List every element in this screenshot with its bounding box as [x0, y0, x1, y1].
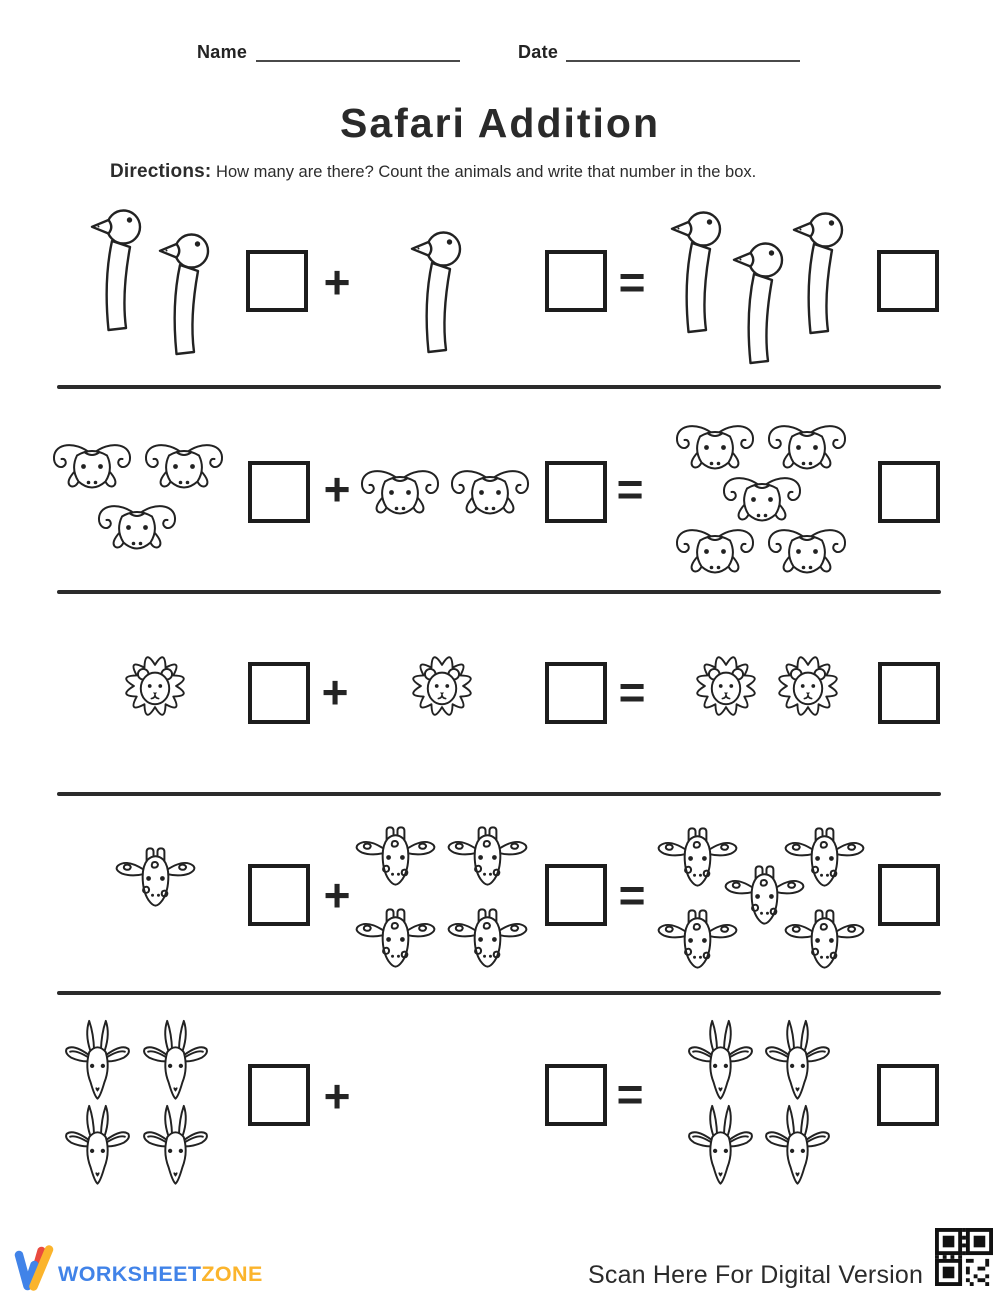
giraffe-icon [445, 820, 530, 891]
equals-sign: = [616, 1068, 644, 1120]
directions-text: How many are there? Count the animals and write that number in the box. [211, 163, 757, 181]
gazelle-icon [62, 1103, 133, 1189]
answer-box[interactable] [878, 461, 940, 523]
ostrich-icon [90, 208, 142, 334]
answer-box[interactable] [545, 1064, 607, 1126]
row-divider [57, 792, 941, 796]
answer-box[interactable] [545, 662, 607, 724]
answer-box[interactable] [877, 250, 939, 312]
answer-box[interactable] [248, 864, 310, 926]
buffalo-icon [720, 473, 804, 527]
answer-box[interactable] [878, 864, 940, 926]
answer-box[interactable] [248, 461, 310, 523]
equals-sign: = [618, 666, 646, 718]
row-divider [57, 590, 941, 594]
ostrich-icon [158, 232, 210, 358]
ostrich-icon [410, 230, 462, 356]
gazelle-icon [140, 1103, 211, 1189]
plus-sign: + [323, 256, 351, 308]
gazelle-icon [140, 1018, 211, 1104]
plus-sign: + [323, 463, 351, 515]
answer-box[interactable] [545, 250, 607, 312]
giraffe-icon [445, 902, 530, 973]
directions [110, 161, 756, 183]
gazelle-icon [62, 1018, 133, 1104]
buffalo-icon [142, 440, 226, 494]
gazelle-icon [762, 1103, 833, 1189]
equals-sign: = [618, 869, 646, 921]
buffalo-icon [673, 525, 757, 579]
giraffe-icon [113, 841, 198, 912]
name-input-line[interactable] [256, 60, 460, 62]
buffalo-icon [765, 525, 849, 579]
directions-label: Directions: [110, 161, 212, 182]
row-divider [57, 385, 941, 389]
answer-box[interactable] [877, 1064, 939, 1126]
buffalo-icon [765, 421, 849, 475]
name-label: Name [197, 42, 248, 62]
plus-sign: + [323, 869, 351, 921]
giraffe-icon [353, 820, 438, 891]
equals-sign: = [616, 463, 644, 515]
lion-icon [687, 647, 765, 725]
lion-icon [769, 647, 847, 725]
answer-box[interactable] [248, 1064, 310, 1126]
buffalo-icon [358, 466, 442, 520]
giraffe-icon [655, 821, 740, 892]
brand-worksheet: WORKSHEET [58, 1262, 202, 1286]
ostrich-icon [792, 211, 844, 337]
date-label: Date [518, 42, 559, 62]
answer-box[interactable] [248, 662, 310, 724]
gazelle-icon [685, 1018, 756, 1104]
worksheetzone-logo-icon [12, 1242, 58, 1294]
buffalo-icon [448, 466, 532, 520]
giraffe-icon [782, 821, 867, 892]
answer-box[interactable] [878, 662, 940, 724]
date-input-line[interactable] [566, 60, 800, 62]
gazelle-icon [762, 1018, 833, 1104]
answer-box[interactable] [246, 250, 308, 312]
gazelle-icon [685, 1103, 756, 1189]
buffalo-icon [673, 421, 757, 475]
plus-sign: + [321, 666, 349, 718]
lion-icon [116, 647, 194, 725]
buffalo-icon [95, 501, 179, 555]
page-title: Safari Addition [339, 100, 661, 146]
equals-sign: = [618, 256, 646, 308]
ostrich-icon [670, 210, 722, 336]
brand-zone: ZONE [201, 1262, 263, 1286]
giraffe-icon [353, 902, 438, 973]
plus-sign: + [323, 1070, 351, 1122]
answer-box[interactable] [545, 461, 607, 523]
ostrich-icon [732, 241, 784, 367]
buffalo-icon [50, 440, 134, 494]
lion-icon [403, 647, 481, 725]
brand-wordmark [58, 1262, 263, 1287]
row-divider [57, 991, 941, 995]
answer-box[interactable] [545, 864, 607, 926]
scan-here-text: Scan Here For Digital Version [588, 1261, 924, 1289]
qr-code [935, 1227, 993, 1287]
